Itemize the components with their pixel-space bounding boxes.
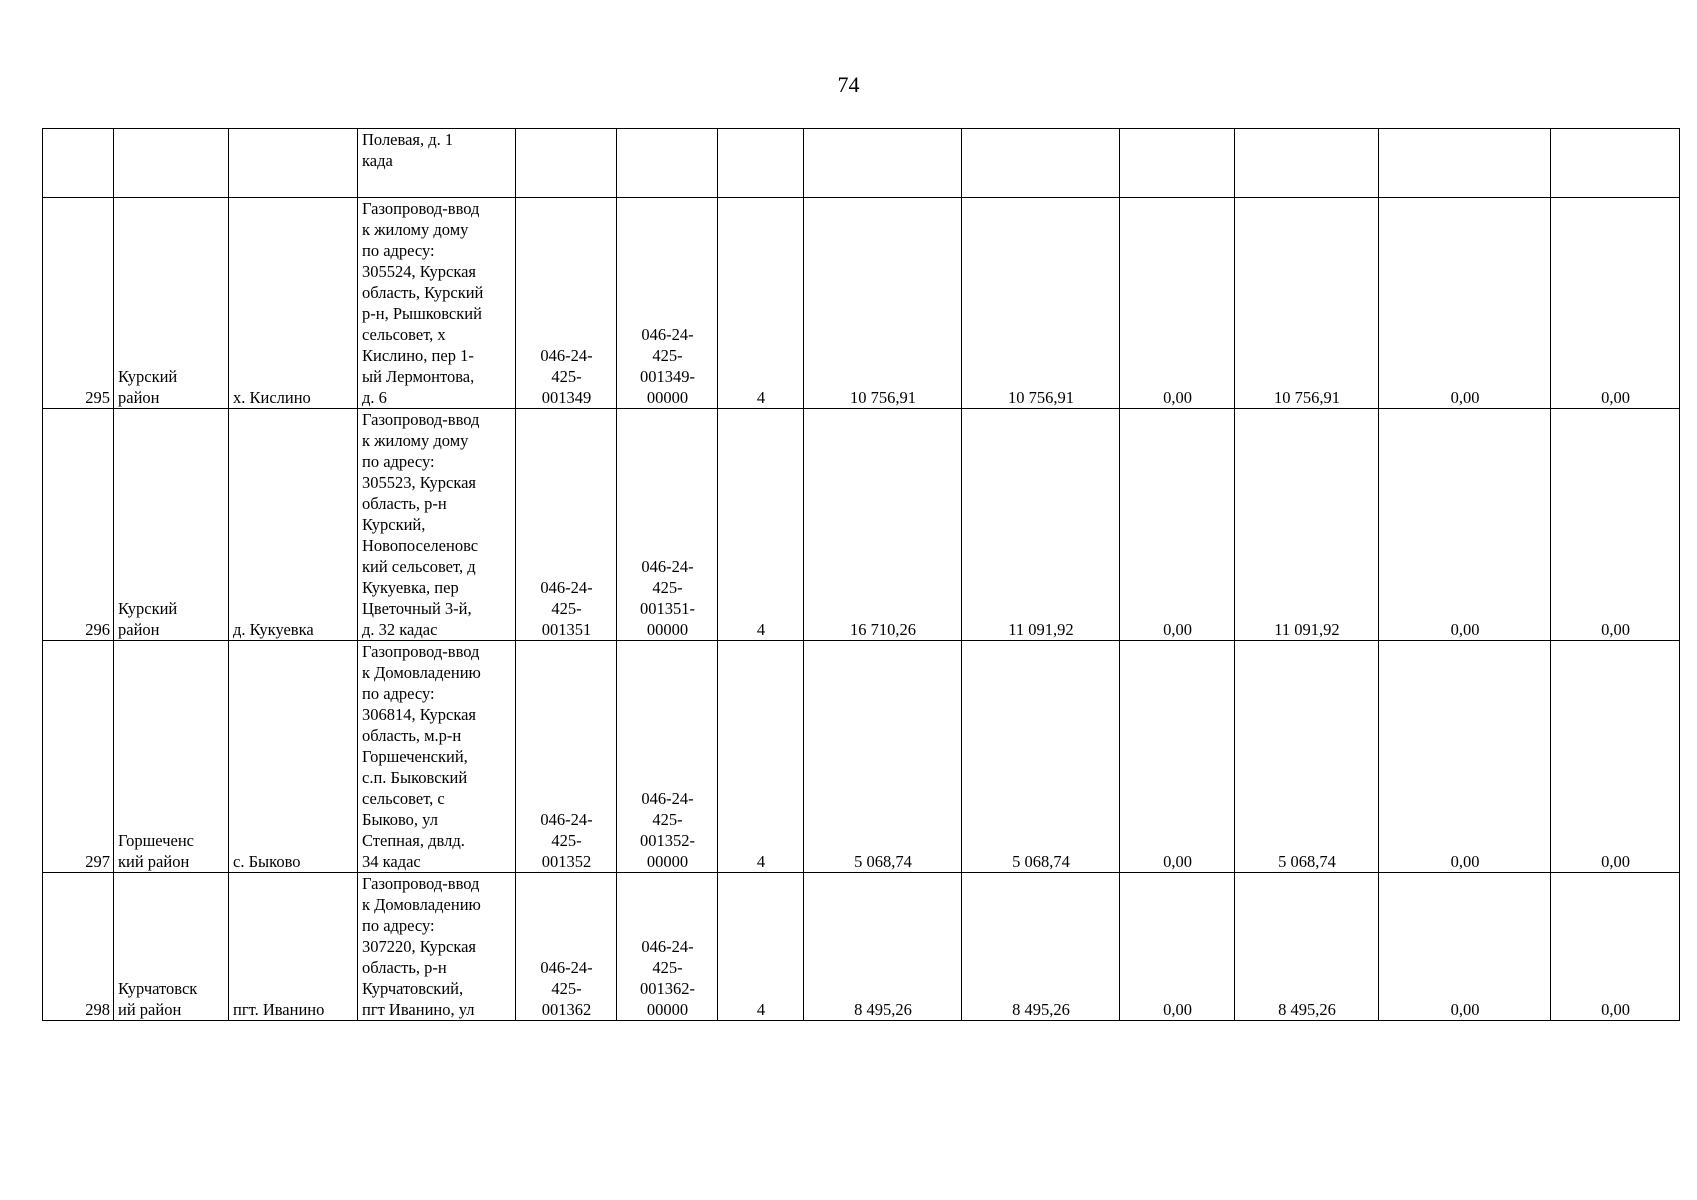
cell-residual-cost: 10 756,91 xyxy=(1235,198,1379,409)
cell-balance-cost: 10 756,91 xyxy=(962,198,1120,409)
cell-district: Курский район xyxy=(114,409,229,641)
cell-cad-number: 046-24- 425- 001352 xyxy=(516,641,617,873)
cell-index: 297 xyxy=(43,641,114,873)
cell-amortization: 0,00 xyxy=(1120,198,1235,409)
cell-index: 296 xyxy=(43,409,114,641)
cell-category: 4 xyxy=(718,873,804,1021)
cell-district: Горшеченс кий район xyxy=(114,641,229,873)
cell-object: Газопровод-ввод к Домовладению по адресу: 306814, Курская область, м.р-н Горшеченский, с.п. Быковский сельсовет, с Быково, ул Степная, двлд. 34 кадас xyxy=(358,641,516,873)
cell-district: Курчатовск ий район xyxy=(114,873,229,1021)
table-row xyxy=(43,409,1680,641)
cell-col12: 0,00 xyxy=(1551,873,1680,1021)
table-row xyxy=(43,641,1680,873)
cell-residual-cost: 5 068,74 xyxy=(1235,641,1379,873)
cell-col11 xyxy=(1379,129,1551,198)
cell-settlement xyxy=(229,129,358,198)
cell-col12: 0,00 xyxy=(1551,409,1680,641)
table-row-continuation xyxy=(43,129,1680,198)
cell-col11: 0,00 xyxy=(1379,641,1551,873)
cell-category xyxy=(718,129,804,198)
cell-cad-number xyxy=(516,129,617,198)
table-row xyxy=(43,873,1680,1021)
cell-cad-number: 046-24- 425- 001349 xyxy=(516,198,617,409)
cell-residual-cost: 8 495,26 xyxy=(1235,873,1379,1021)
cell-total-cost: 8 495,26 xyxy=(804,873,962,1021)
cell-balance-cost: 5 068,74 xyxy=(962,641,1120,873)
cell-object: Газопровод-ввод к жилому дому по адресу: 305523, Курская область, р-н Курский, Новопоселеновс кий сельсовет, д Кукуевка, пер Цветочный 3-й, д. 32 кадас xyxy=(358,409,516,641)
cell-reg-number: 046-24- 425- 001349- 00000 xyxy=(617,198,718,409)
cell-settlement: пгт. Иванино xyxy=(229,873,358,1021)
cell-amortization xyxy=(1120,129,1235,198)
cell-index xyxy=(43,129,114,198)
cell-residual-cost xyxy=(1235,129,1379,198)
cell-col11: 0,00 xyxy=(1379,409,1551,641)
cell-category: 4 xyxy=(718,198,804,409)
registry-table xyxy=(42,128,1680,1021)
cell-total-cost: 10 756,91 xyxy=(804,198,962,409)
cell-category: 4 xyxy=(718,641,804,873)
table-row xyxy=(43,198,1680,409)
cell-balance-cost: 8 495,26 xyxy=(962,873,1120,1021)
cell-object: Полевая, д. 1 када xyxy=(358,129,516,198)
cell-col12: 0,00 xyxy=(1551,641,1680,873)
cell-reg-number: 046-24- 425- 001351- 00000 xyxy=(617,409,718,641)
cell-col12: 0,00 xyxy=(1551,198,1680,409)
cell-cad-number: 046-24- 425- 001351 xyxy=(516,409,617,641)
cell-index: 298 xyxy=(43,873,114,1021)
cell-reg-number xyxy=(617,129,718,198)
cell-amortization: 0,00 xyxy=(1120,641,1235,873)
cell-settlement: д. Кукуевка xyxy=(229,409,358,641)
cell-object: Газопровод-ввод к Домовладению по адресу: 307220, Курская область, р-н Курчатовский, пгт Иванино, ул xyxy=(358,873,516,1021)
cell-settlement: х. Кислино xyxy=(229,198,358,409)
cell-category: 4 xyxy=(718,409,804,641)
cell-total-cost xyxy=(804,129,962,198)
cell-settlement: с. Быково xyxy=(229,641,358,873)
cell-amortization: 0,00 xyxy=(1120,873,1235,1021)
cell-residual-cost: 11 091,92 xyxy=(1235,409,1379,641)
cell-cad-number: 046-24- 425- 001362 xyxy=(516,873,617,1021)
cell-total-cost: 5 068,74 xyxy=(804,641,962,873)
cell-district: Курский район xyxy=(114,198,229,409)
cell-total-cost: 16 710,26 xyxy=(804,409,962,641)
cell-object: Газопровод-ввод к жилому дому по адресу: 305524, Курская область, Курский р-н, Рышковский сельсовет, х Кислино, пер 1- ый Лермонтова, д. 6 xyxy=(358,198,516,409)
cell-district xyxy=(114,129,229,198)
cell-index: 295 xyxy=(43,198,114,409)
cell-col11: 0,00 xyxy=(1379,873,1551,1021)
cell-col12 xyxy=(1551,129,1680,198)
cell-col11: 0,00 xyxy=(1379,198,1551,409)
cell-balance-cost: 11 091,92 xyxy=(962,409,1120,641)
cell-reg-number: 046-24- 425- 001352- 00000 xyxy=(617,641,718,873)
cell-reg-number: 046-24- 425- 001362- 00000 xyxy=(617,873,718,1021)
page-number: 74 xyxy=(837,72,860,97)
cell-amortization: 0,00 xyxy=(1120,409,1235,641)
cell-balance-cost xyxy=(962,129,1120,198)
